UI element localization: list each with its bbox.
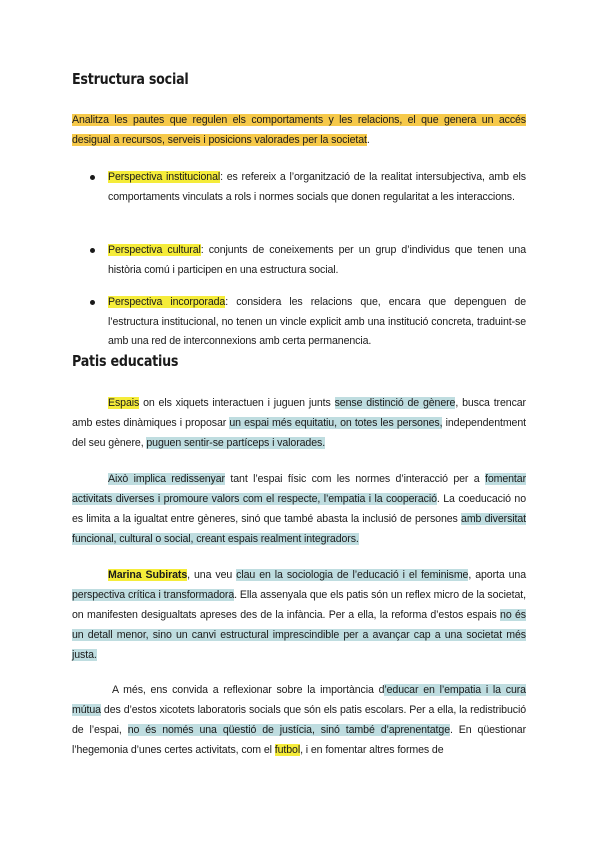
text-run: independentment del seu gènere, [72, 417, 526, 449]
text-run: . En qüestionar l’hegemonia d’unes certes activitats, com el [72, 724, 526, 756]
text-run: , una veu [187, 569, 237, 581]
hl-run: amb diversitat funcional, cultural o social, creant espais realment integradors. [72, 513, 527, 545]
intro-paragraph [72, 110, 526, 150]
hl-run: clau en la sociologia de l’educació i el feminisme [236, 569, 469, 581]
paragraph-redissenyar [72, 469, 526, 549]
section-title-estructura-social: Estructura social [72, 70, 189, 88]
hl-futbol: futbol [274, 744, 301, 756]
term-cultural: Perspectiva cultural [108, 244, 201, 256]
term-text: : considera les relacions que, encara que depenguen de l’estructura institucional, no tenen un vincle explicit amb una institució concreta, traduint-se amb una red de interconnexions amb certa permanencia. [108, 296, 526, 347]
text-run: on els xiquets interactuen i juguen junts [139, 397, 335, 409]
paragraph-a-mes [72, 680, 526, 760]
paragraph-espais [72, 393, 526, 453]
bullet-icon [90, 300, 95, 305]
text-run: . La coeducació no es limita a la igualtat entre gèneres, sinó que també abasta la inclusió de persones [72, 493, 527, 525]
list-item [108, 168, 526, 207]
section-title-patis-educatius: Patis educatius [72, 352, 179, 370]
text-run: , busca trencar amb estes dinàmiques i proposar [72, 397, 526, 429]
text-run: , aporta una [468, 569, 527, 581]
intro-tail: . [366, 134, 370, 146]
hl-run: fomentar activitats diverses i promoure valors com el respecte, l’empatia i la cooperació [72, 473, 526, 505]
hl-run: no és només una qüestió de justícia, sinó també d’aprenentatge [127, 724, 450, 736]
text-run: . Ella assenyala que els patis són un reflex micro de la societat, on manifesten desigualtats apreses des de la infància. Per a ella, la reforma d’estos espais [72, 589, 526, 621]
list-item [108, 241, 526, 280]
list-item [108, 293, 526, 352]
term-text: : conjunts de coneixements per un grup d’individus que tenen una història comú i participen en una estructura social. [108, 244, 526, 276]
intro-highlight: Analitza les pautes que regulen els comportaments y les relacions, el que genera un accés desigual a recursos, serveis i posicions valorades per la societat [72, 114, 526, 146]
term-text: : es refereix a l’organització de la realitat intersubjectiva, amb els comportaments vinculats a rols i normes socials que donen regularitat a les interaccions. [108, 171, 526, 203]
hl-run: un espai més equitatiu, on totes les persones, [229, 417, 443, 429]
hl-espais: Espais [108, 397, 140, 409]
text-run: , i en fomentar altres formes de [300, 744, 444, 756]
hl-run: puguen sentir-se partíceps i valorades. [146, 437, 326, 449]
hl-run: ’educar en l’empatia i la cura mútua [72, 684, 526, 716]
hl-run: perspectiva crítica i transformadora [72, 589, 235, 601]
bullet-icon [90, 175, 95, 180]
hl-author-name: Marina Subirats [108, 569, 188, 581]
term-institutional: Perspectiva institucional [108, 171, 221, 183]
hl-run: sense distinció de gènere [334, 397, 456, 409]
hl-run: no és un detall menor, sino un canvi estructural imprescindible per a avançar cap a una societat més justa. [72, 609, 526, 661]
text-run: A més, ens convida a reflexionar sobre la importància d [112, 684, 385, 696]
bullet-icon [90, 248, 95, 253]
paragraph-marina-subirats [72, 565, 526, 665]
term-incorporated: Perspectiva incorporada [108, 296, 226, 308]
text-run: des d’estos xicotets laboratoris socials que són els patis escolars. Per a ella, la redistribució de l’espai, [72, 704, 526, 736]
hl-run: Això implica redissenyar [108, 473, 225, 485]
text-run: tant l’espai físic com les normes d’interacció per a [224, 473, 485, 485]
